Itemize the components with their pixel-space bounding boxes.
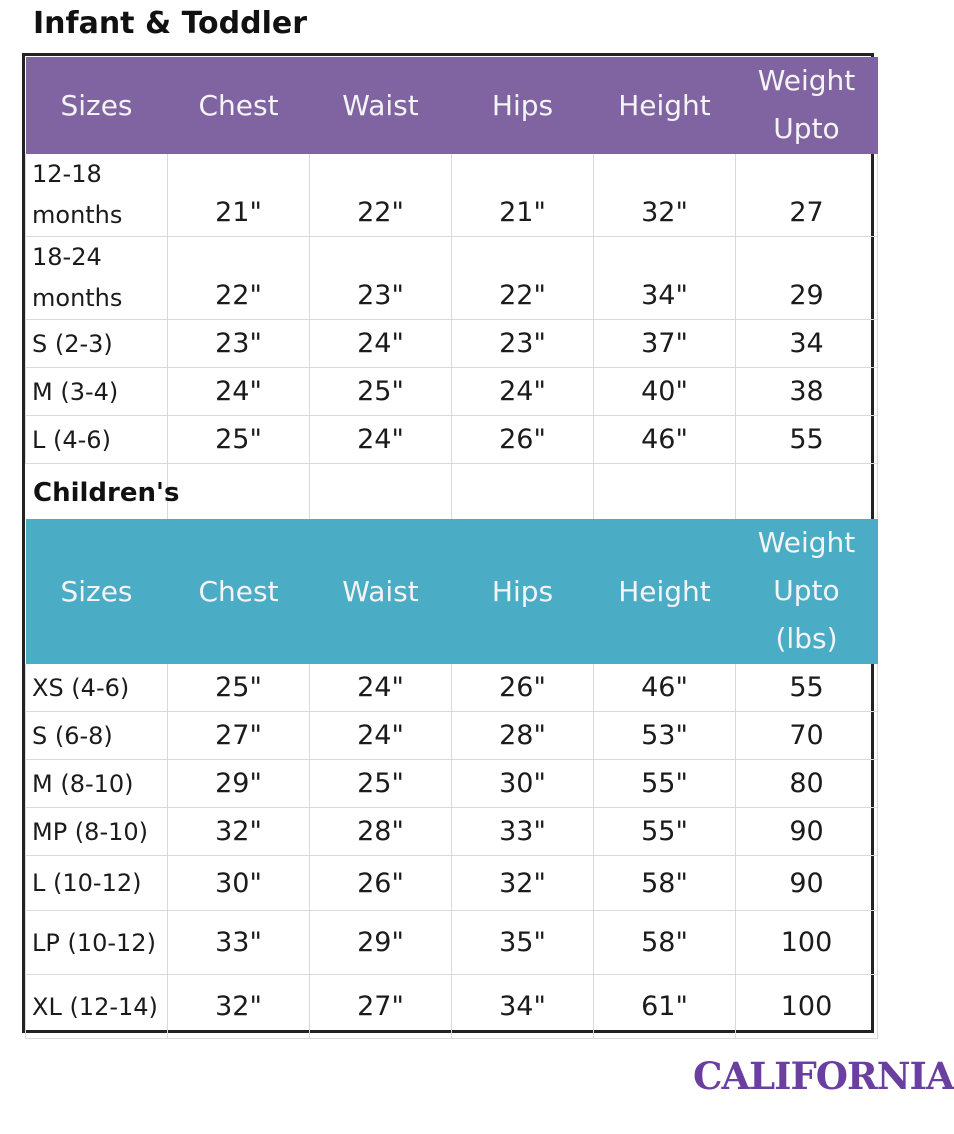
header-chest: Chest <box>168 519 310 664</box>
chest-cell: 29" <box>168 760 310 808</box>
infant-toddler-title: Infant & Toddler <box>33 6 308 41</box>
chest-cell: 22" <box>168 237 310 320</box>
childrens-title: Children's <box>33 478 180 508</box>
size-label-line: months <box>32 201 123 229</box>
header-hips: Hips <box>452 519 594 664</box>
header-height: Height <box>594 519 736 664</box>
waist-cell: 24" <box>310 416 452 464</box>
chest-cell: 25" <box>168 416 310 464</box>
waist-cell: 29" <box>310 911 452 975</box>
weight-cell: 100 <box>736 975 878 1039</box>
table-row <box>26 856 878 911</box>
weight-cell: 38 <box>736 368 878 416</box>
header-weight <box>736 57 878 154</box>
weight-cell: 55 <box>736 416 878 464</box>
header-weight-line: Upto <box>773 574 840 607</box>
hips-cell: 32" <box>452 856 594 911</box>
size-cell: M (3-4) <box>26 368 168 416</box>
height-cell: 58" <box>594 911 736 975</box>
chest-cell: 27" <box>168 712 310 760</box>
header-chest: Chest <box>168 57 310 154</box>
infant-header-row <box>26 57 878 154</box>
hips-cell: 22" <box>452 237 594 320</box>
table-row <box>26 975 878 1039</box>
empty-cell <box>594 464 736 522</box>
height-cell: 58" <box>594 856 736 911</box>
weight-cell: 90 <box>736 808 878 856</box>
header-weight-line: Weight <box>757 64 856 97</box>
height-cell: 46" <box>594 664 736 712</box>
size-cell: LP (10-12) <box>26 911 168 975</box>
size-cell: XS (4-6) <box>26 664 168 712</box>
size-cell: MP (8-10) <box>26 808 168 856</box>
chest-cell: 24" <box>168 368 310 416</box>
height-cell: 46" <box>594 416 736 464</box>
hips-cell: 28" <box>452 712 594 760</box>
hips-cell: 26" <box>452 664 594 712</box>
chest-cell: 32" <box>168 975 310 1039</box>
empty-cell <box>310 464 452 522</box>
table-row <box>26 237 878 320</box>
hips-cell: 30" <box>452 760 594 808</box>
height-cell: 53" <box>594 712 736 760</box>
height-cell: 40" <box>594 368 736 416</box>
size-label-line: months <box>32 284 123 312</box>
size-label-line: 12-18 <box>32 160 102 188</box>
hips-cell: 21" <box>452 154 594 237</box>
weight-cell: 70 <box>736 712 878 760</box>
height-cell: 61" <box>594 975 736 1039</box>
table-row <box>26 808 878 856</box>
hips-cell: 33" <box>452 808 594 856</box>
waist-cell: 24" <box>310 712 452 760</box>
table-row <box>26 760 878 808</box>
height-cell: 37" <box>594 320 736 368</box>
header-weight <box>736 519 878 664</box>
waist-cell: 23" <box>310 237 452 320</box>
chest-cell: 30" <box>168 856 310 911</box>
weight-cell: 80 <box>736 760 878 808</box>
waist-cell: 27" <box>310 975 452 1039</box>
size-cell: S (2-3) <box>26 320 168 368</box>
weight-cell: 27 <box>736 154 878 237</box>
weight-cell: 34 <box>736 320 878 368</box>
weight-cell: 55 <box>736 664 878 712</box>
waist-cell: 24" <box>310 664 452 712</box>
chest-cell: 25" <box>168 664 310 712</box>
table-row <box>26 712 878 760</box>
size-cell: L (4-6) <box>26 416 168 464</box>
children-size-table <box>25 518 878 1039</box>
weight-cell: 100 <box>736 911 878 975</box>
hips-cell: 23" <box>452 320 594 368</box>
waist-cell: 26" <box>310 856 452 911</box>
header-weight-line: Weight <box>757 526 856 559</box>
waist-cell: 24" <box>310 320 452 368</box>
size-cell: S (6-8) <box>26 712 168 760</box>
height-cell: 32" <box>594 154 736 237</box>
hips-cell: 35" <box>452 911 594 975</box>
waist-cell: 25" <box>310 368 452 416</box>
chest-cell: 23" <box>168 320 310 368</box>
chest-cell: 32" <box>168 808 310 856</box>
table-row <box>26 911 878 975</box>
header-sizes: Sizes <box>26 57 168 154</box>
hips-cell: 34" <box>452 975 594 1039</box>
size-cell: L (10-12) <box>26 856 168 911</box>
waist-cell: 25" <box>310 760 452 808</box>
table-row <box>26 368 878 416</box>
header-weight-line: Upto <box>773 112 840 145</box>
waist-cell: 28" <box>310 808 452 856</box>
header-height: Height <box>594 57 736 154</box>
chest-cell: 33" <box>168 911 310 975</box>
children-header-row <box>26 519 878 664</box>
empty-cell <box>168 464 310 522</box>
weight-cell: 90 <box>736 856 878 911</box>
chest-cell: 21" <box>168 154 310 237</box>
california-logo: CALIFORNIA <box>693 1054 954 1098</box>
header-sizes: Sizes <box>26 519 168 664</box>
size-cell <box>26 237 168 320</box>
header-waist: Waist <box>310 57 452 154</box>
infant-size-table <box>25 56 878 522</box>
empty-cell <box>736 464 878 522</box>
height-cell: 55" <box>594 760 736 808</box>
size-cell: M (8-10) <box>26 760 168 808</box>
weight-cell: 29 <box>736 237 878 320</box>
waist-cell: 22" <box>310 154 452 237</box>
hips-cell: 24" <box>452 368 594 416</box>
height-cell: 34" <box>594 237 736 320</box>
header-waist: Waist <box>310 519 452 664</box>
size-label-line: 18-24 <box>32 243 102 271</box>
table-row <box>26 320 878 368</box>
size-cell: XL (12-14) <box>26 975 168 1039</box>
size-cell <box>26 154 168 237</box>
height-cell: 55" <box>594 808 736 856</box>
table-row <box>26 154 878 237</box>
hips-cell: 26" <box>452 416 594 464</box>
header-hips: Hips <box>452 57 594 154</box>
empty-cell <box>452 464 594 522</box>
table-row <box>26 416 878 464</box>
table-row <box>26 664 878 712</box>
header-weight-line: (lbs) <box>775 622 838 655</box>
